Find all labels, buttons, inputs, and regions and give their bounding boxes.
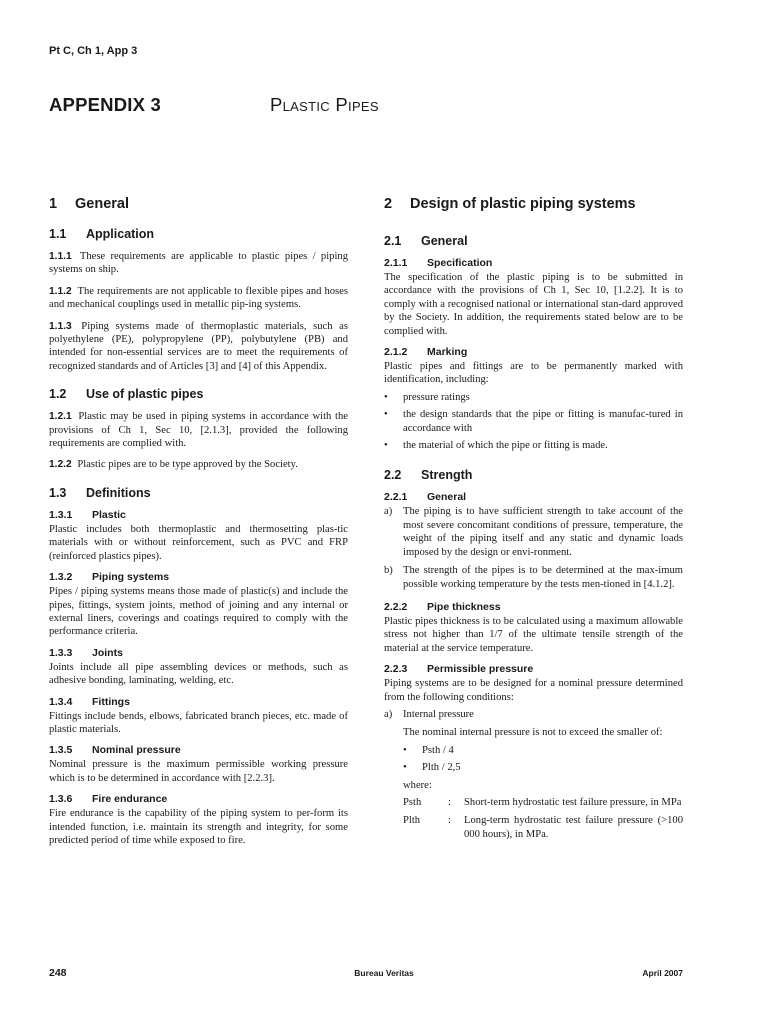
paragraph-text: Piping systems made of thermoplastic materials, such as polyethylene (PE), polypropylene (PP), polybutylene (PB) and intended for non-essential services are to meet the requirements of recognized standards and of Articles [3] and [4] of this Appendix. [49, 320, 348, 372]
list-item-label: a) [384, 708, 393, 720]
clause-title: Fire endurance [92, 793, 168, 806]
bullet-icon: • [384, 409, 388, 421]
list-item-label: a) [384, 506, 393, 518]
subsection-heading [384, 234, 683, 248]
clause-title: General [427, 491, 467, 504]
subsection-title: Use of plastic pipes [86, 387, 204, 402]
paragraph-text: Joints include all pipe assembling devices or methods, such as adhesive bonding, laminating, welding, etc. [49, 661, 348, 687]
clause-number: 1.3.6 [49, 793, 73, 806]
clause-number: 1.3.3 [49, 646, 73, 659]
definition-colon: : [448, 815, 451, 827]
section-heading [384, 196, 683, 212]
definition-row [403, 814, 683, 841]
subsection-title: Application [86, 227, 155, 241]
clause-number: 1.3.2 [49, 571, 73, 584]
subsection-title: Definitions [86, 485, 151, 500]
definition-colon: : [448, 796, 451, 808]
clause-number: 2.2.2 [384, 600, 408, 613]
subsection-number: 1.1 [49, 227, 67, 241]
clause-heading [49, 509, 348, 521]
left-column [49, 196, 348, 855]
paragraph-text: The requirements are not applicable to flexible pipes and hoses and mechanical couplings used in metallic pip-ing systems. [49, 285, 348, 311]
list-item [384, 708, 683, 721]
paragraph-number: 1.1.2 [49, 285, 72, 297]
clause-heading [49, 571, 348, 583]
clause-number: 1.3.5 [49, 744, 73, 757]
clause-title: Marking [427, 346, 468, 359]
running-head: Pt C, Ch 1, App 3 [49, 45, 138, 57]
paragraph-text: Plastic includes both thermoplastic and thermosetting plas-tic materials with or without reinforcement, such as PVC and FRP (reinforced plastics pipes). [49, 523, 348, 562]
paragraph-text: Fire endurance is the capability of the piping system to per-form its intended function, i.e. maintain its strength and integrity, for some predicted period of time while exposed to fire. [49, 808, 348, 846]
clause-number: 2.1.1 [384, 257, 408, 269]
list-item-text: The strength of the pipes is to be determined at the max-imum possible working temperature by the tests men-tioned in [4.1.2]. [403, 565, 683, 590]
paragraph-number: 1.1.3 [49, 320, 72, 332]
section-title: Design of plastic piping systems [410, 196, 636, 212]
bullet-icon: • [403, 762, 407, 774]
clause-number: 1.3.1 [49, 508, 73, 521]
clause-heading [384, 601, 683, 613]
list-item [403, 761, 683, 774]
subsection-heading [49, 227, 348, 241]
paragraph-text: Pipes / piping systems means those made of plastic(s) and include the pipes, fittings, system joints, method of joining and any internal or external liners, coverings and coatings required to comply with the performance criteria. [49, 586, 348, 638]
clause-title: Piping systems [92, 571, 170, 584]
list-item-text: The piping is to have sufficient strength to take account of the most severe concomitant conditions of pressure, temperature, the weight of the piping itself and any static and dynamic loads imposed by the design or envi-ronment. [403, 506, 683, 558]
pressure-list [384, 708, 683, 721]
list-item-text: Internal pressure [403, 708, 474, 720]
strength-list [384, 505, 683, 590]
subsection-number: 1.2 [49, 387, 67, 402]
paragraph-number: 1.2.1 [49, 411, 72, 423]
paragraph-text: Plastic pipes and fittings are to be permanently marked with identification, including: [384, 361, 683, 386]
marking-list [384, 391, 683, 453]
clause-title: Joints [92, 646, 123, 659]
section-number: 1 [49, 196, 58, 212]
clause-title: Nominal pressure [92, 744, 181, 757]
definition-term: Psth [403, 796, 422, 808]
clause-heading [384, 346, 683, 358]
list-item [384, 439, 683, 452]
clause-title: Fittings [92, 695, 130, 708]
subsection-heading [49, 387, 348, 401]
paragraph [49, 410, 348, 450]
paragraph-text: Plastic pipes are to be type approved by the Society. [77, 459, 298, 471]
clause-number: 2.2.1 [384, 491, 408, 504]
paragraph [49, 250, 348, 277]
clause-heading [384, 257, 683, 269]
clause-title: Permissible pressure [427, 663, 534, 676]
publication-date: April 2007 [642, 968, 683, 978]
appendix-title: Plastic Pipes [270, 94, 379, 115]
appendix-label: APPENDIX 3 [49, 94, 162, 115]
clause-title: Plastic [92, 508, 126, 521]
subsection-number: 1.3 [49, 485, 67, 500]
clause-heading [49, 696, 348, 708]
paragraph-text: Fittings include bends, elbows, fabricated branch pieces, etc. made of plastic materials. [49, 710, 348, 735]
publisher-name: Bureau Veritas [354, 968, 414, 978]
section-heading [49, 196, 348, 212]
paragraph-number: 1.1.1 [49, 251, 72, 262]
list-item-text: Plth / 2,5 [422, 762, 461, 774]
paragraph-text: Plastic may be used in piping systems in accordance with the provisions of Ch 1, Sec 10, [2.1.3], provided the following requirements are complied with. [49, 411, 348, 450]
clause-heading [384, 663, 683, 675]
paragraph [49, 320, 348, 374]
subsection-heading [384, 468, 683, 482]
bullet-icon: • [403, 744, 407, 756]
clause-title: Pipe thickness [427, 600, 501, 613]
paragraph [49, 285, 348, 312]
section-title: General [75, 196, 129, 212]
where-label: where: [403, 779, 432, 791]
list-item [384, 408, 683, 435]
paragraph-text: The nominal internal pressure is not to exceed the smaller of: [403, 727, 663, 739]
clause-heading [384, 491, 683, 503]
clause-heading [49, 647, 348, 659]
paragraph-text: Piping systems are to be designed for a nominal pressure determined from the following conditions: [384, 678, 683, 703]
bullet-icon: • [384, 391, 388, 403]
bullet-icon: • [384, 440, 388, 452]
clause-number: 1.3.4 [49, 695, 73, 708]
subsection-number: 2.2 [384, 468, 402, 483]
list-item-text: the design standards that the pipe or fitting is manufac-tured in accordance with [403, 409, 683, 434]
list-item-text: the material of which the pipe or fitting is made. [403, 440, 608, 452]
list-item-label: b) [384, 565, 393, 577]
definition-row [403, 796, 683, 809]
definition-description: Long-term hydrostatic test failure pressure (>100 000 hours), in MPa. [464, 815, 683, 840]
list-item-text: pressure ratings [403, 391, 470, 403]
list-item [384, 564, 683, 591]
subsection-title: General [421, 234, 468, 248]
right-column [384, 196, 683, 846]
page-number: 248 [49, 967, 67, 979]
list-item [384, 505, 683, 559]
clause-heading [49, 744, 348, 756]
definition-term: Plth [403, 815, 421, 827]
clause-title: Specification [427, 257, 493, 269]
paragraph [49, 458, 348, 471]
list-item [403, 744, 683, 757]
internal-pressure-block [384, 726, 683, 841]
clause-number: 2.1.2 [384, 346, 408, 359]
paragraph-text: These requirements are applicable to plastic pipes / piping systems on ship. [49, 251, 348, 276]
definition-description: Short-term hydrostatic test failure pressure, in MPa [464, 796, 682, 808]
pressure-bullets [403, 744, 683, 775]
paragraph-text: Plastic pipes thickness is to be calculated using a maximum allowable stress not higher than 1/7 of the ultimate tensile strength of the material at the service temperature. [384, 615, 683, 654]
paragraph-text: Nominal pressure is the maximum permissible working pressure which is to be determined in accordance with [2.2.3]. [49, 759, 348, 784]
subsection-title: Strength [421, 468, 473, 483]
subsection-heading [49, 486, 348, 500]
clause-heading [49, 793, 348, 805]
section-number: 2 [384, 196, 393, 212]
paragraph-text: The specification of the plastic piping is to be submitted in accordance with the provisions of Ch 1, Sec 10, [1.2.2]. It is to comply with a recognised national or international stan-dard approved by the Society. In addition, the requirements stated below are to be complied with. [384, 272, 683, 337]
list-item [384, 391, 683, 404]
list-item-text: Psth / 4 [422, 744, 454, 756]
paragraph-number: 1.2.2 [49, 459, 72, 471]
clause-number: 2.2.3 [384, 663, 408, 676]
subsection-number: 2.1 [384, 234, 402, 248]
